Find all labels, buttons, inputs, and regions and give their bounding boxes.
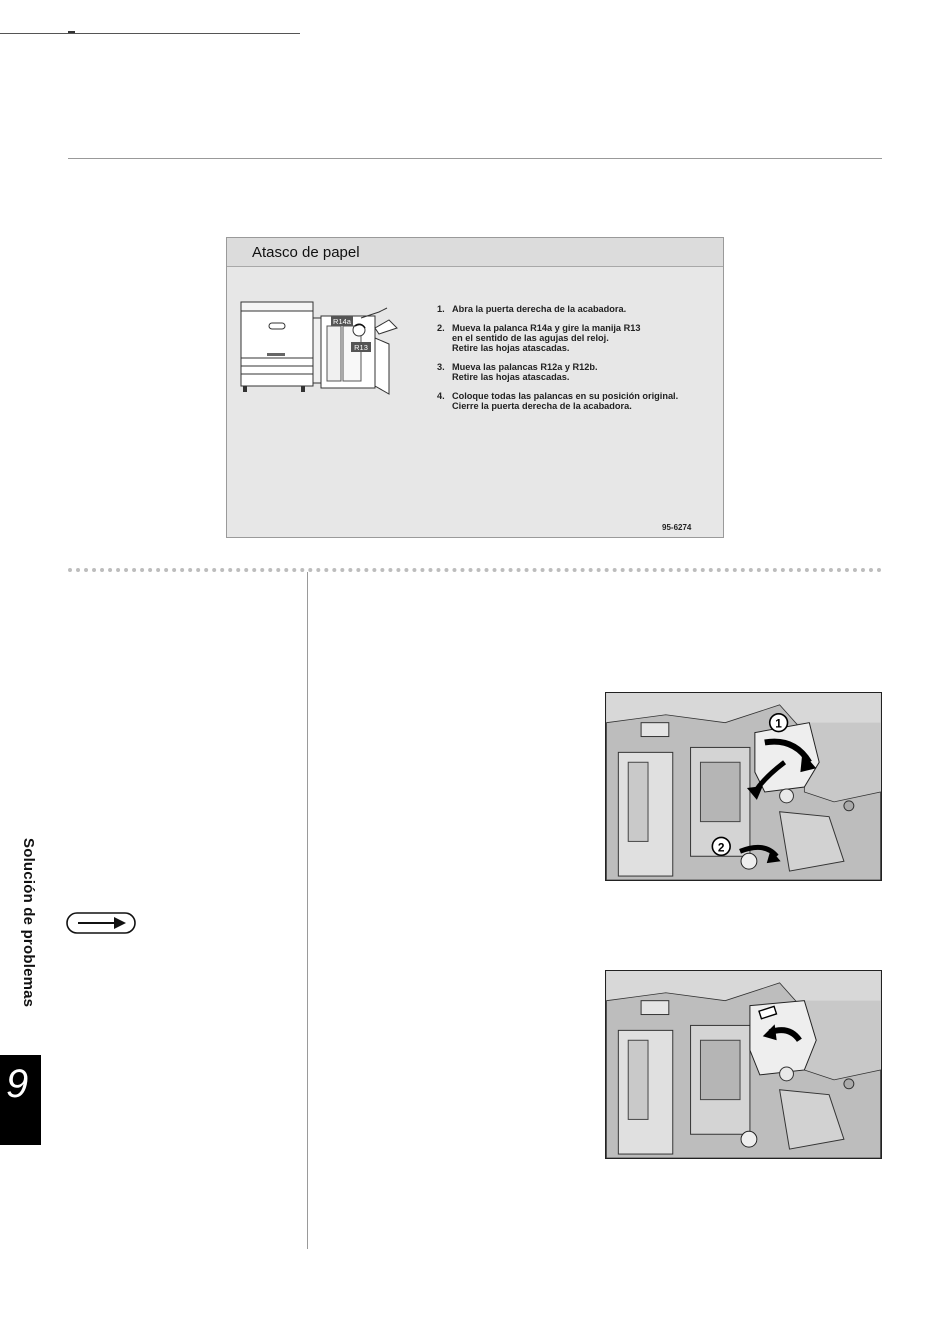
callout-2: 2 bbox=[717, 840, 725, 855]
step-text: Mueva las palancas R12a y R12b. Retire las hojas atascadas. bbox=[452, 362, 598, 382]
steps-list bbox=[437, 304, 717, 420]
step-number: 4. bbox=[437, 391, 445, 401]
step-item bbox=[437, 304, 717, 314]
panel-code: 95-6274 bbox=[662, 523, 692, 532]
step-number: 1. bbox=[437, 304, 445, 314]
callout-1: 1 bbox=[775, 716, 782, 731]
jam-screen-panel bbox=[226, 237, 724, 538]
chapter-number: 9 bbox=[6, 1062, 29, 1106]
step-text: Coloque todas las palancas en su posición original. Cierre la puerta derecha de la acabadora. bbox=[452, 391, 679, 411]
step-number: 2. bbox=[437, 323, 445, 333]
column-rule bbox=[307, 572, 308, 1249]
dotted-separator bbox=[68, 568, 882, 572]
reference-arrow-icon bbox=[66, 911, 136, 935]
panel-title: Atasco de papel bbox=[252, 244, 360, 261]
top-rule bbox=[0, 33, 300, 34]
r14a-label: R14a bbox=[333, 317, 351, 326]
r13-label: R13 bbox=[354, 343, 368, 352]
top-tick bbox=[68, 31, 75, 33]
panel-title-bar bbox=[227, 238, 723, 267]
step-text: Mueva la palanca R14a y gire la manija R13 en el sentido de las agujas del reloj. Retire las hojas atascadas. bbox=[452, 323, 641, 353]
step-item bbox=[437, 391, 717, 411]
header-rule bbox=[68, 158, 882, 159]
section-tab-label bbox=[20, 838, 50, 1048]
step-number: 3. bbox=[437, 362, 445, 372]
step-item bbox=[437, 362, 717, 382]
section-label: Solución de problemas bbox=[20, 838, 37, 1008]
finisher-illustration-step2 bbox=[605, 970, 882, 1159]
step-text: Abra la puerta derecha de la acabadora. bbox=[452, 304, 627, 314]
machine-diagram bbox=[239, 298, 414, 408]
finisher-illustration-step1 bbox=[605, 692, 882, 881]
step-item bbox=[437, 323, 717, 353]
